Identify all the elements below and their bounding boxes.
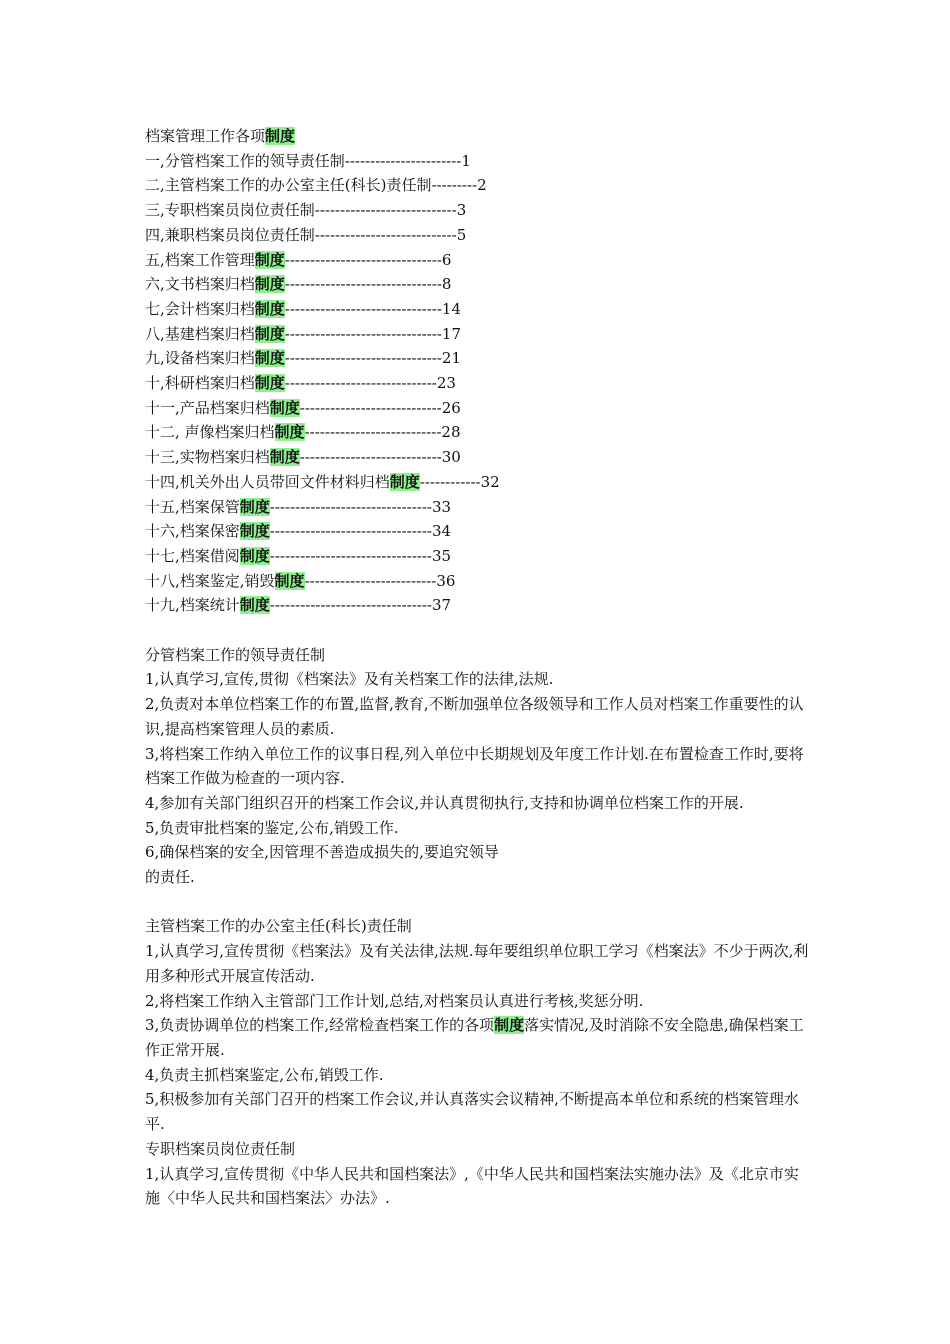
toc-entry [145, 420, 813, 445]
toc-entry [145, 445, 813, 470]
toc-entry-title: 十四,机关外出人员带回文件材料归档 [145, 472, 390, 491]
section-heading: 专职档案员岗位责任制 [145, 1139, 296, 1158]
paragraph: 5,积极参加有关部门召开的档案工作会议,并认真落实会议精神,不断提高本单位和系统的档案管理水平. [145, 1090, 799, 1134]
document-title: 档案管理工作各项制度 [145, 127, 296, 145]
toc-leader: -------------------------------- [269, 497, 432, 516]
highlight: 制度 [254, 250, 285, 269]
toc-entry [145, 396, 813, 421]
section-heading: 分管档案工作的领导责任制 [145, 645, 326, 664]
toc-leader: ---------------------------- [299, 398, 442, 417]
toc-entry-title: 十二, 声像档案归档 [145, 423, 275, 442]
toc-entry [145, 322, 813, 347]
toc-page-number: 23 [436, 374, 456, 393]
toc-page-number: 30 [441, 448, 461, 467]
toc-leader: --------------------------- [304, 423, 442, 442]
paragraph: 4,负责主抓档案鉴定,公布,销毁工作. [145, 1065, 384, 1084]
highlight: 制度 [254, 324, 285, 343]
toc-page-number: 14 [441, 299, 462, 318]
toc-leader: -------------------------------- [269, 546, 432, 565]
highlight: 制度 [389, 472, 420, 491]
highlight: 制度 [269, 398, 300, 417]
toc-entry [145, 544, 813, 569]
toc-leader: ------------ [419, 472, 481, 491]
toc-entry-title: 十八,档案鉴定,销毁 [145, 571, 275, 590]
paragraph: 3,负责协调单位的档案工作,经常检查档案工作的各项制度落实情况,及时消除不安全隐患,确保档案工作正常开展. [145, 1016, 804, 1059]
toc-entry [145, 495, 813, 520]
section-office-director-responsibility [145, 914, 813, 1136]
toc-entry [145, 593, 813, 618]
toc-page-number: 37 [431, 596, 452, 615]
toc-leader: ----------------------- [344, 151, 462, 170]
highlight: 制度 [239, 522, 270, 541]
highlight: 制度 [239, 497, 270, 516]
toc-entry-title: 三,专职档案员岗位责任制 [145, 201, 315, 220]
toc-entry [145, 470, 813, 495]
toc-page-number: 5 [456, 225, 467, 244]
paragraph: 的责任. [145, 868, 195, 887]
paragraph: 5,负责审批档案的鉴定,公布,销毁工作. [145, 818, 399, 837]
toc-entry-title: 二,主管档案工作的办公室主任(科长)责任制 [145, 176, 432, 195]
paragraph: 1,认真学习,宣传贯彻《档案法》及有关法律,法规.每年要组织单位职工学习《档案法》不少于两次,利用多种形式开展宣传活动. [145, 942, 809, 985]
highlight: 制度 [239, 546, 270, 565]
toc-page-number: 21 [441, 349, 462, 368]
highlight: 制度 [254, 275, 285, 294]
toc-leader: ------------------------------ [284, 374, 437, 393]
toc-entry-title: 一,分管档案工作的领导责任制 [145, 151, 345, 170]
toc-entry [145, 569, 813, 594]
highlight: 制度 [274, 423, 305, 442]
toc-page-number: 34 [431, 522, 452, 541]
toc-leader: ---------------------------- [314, 225, 457, 244]
toc-entry [145, 149, 813, 174]
section-archivist-responsibility [145, 1137, 813, 1211]
toc-entry-title: 十六,档案保密 [145, 522, 240, 541]
toc-entry [145, 173, 813, 198]
toc-page-number: 35 [431, 546, 452, 565]
paragraph: 2,负责对本单位档案工作的布置,监督,教育,不断加强单位各级领导和工作人员对档案工作重要性的认识,提高档案管理人员的素质. [145, 695, 804, 738]
toc-leader: --------- [431, 176, 478, 195]
toc-entry-title: 五,档案工作管理 [145, 250, 255, 269]
toc-entry-title: 十七,档案借阅 [145, 546, 240, 565]
toc-page-number: 33 [431, 497, 452, 516]
toc-entry-title: 十,科研档案归档 [145, 374, 255, 393]
highlight: 制度 [254, 374, 285, 393]
toc-page-number: 28 [441, 423, 461, 442]
highlight: 制度 [494, 1016, 525, 1035]
toc-entry [145, 248, 813, 273]
paragraph: 1,认真学习,宣传贯彻《中华人民共和国档案法》,《中华人民共和国档案法实施办法》及《北京市实施〈中华人民共和国档案法〉办法》. [145, 1164, 799, 1208]
toc-leader: -------------------------------- [269, 522, 432, 541]
toc-page-number: 6 [441, 250, 452, 269]
highlight: 制度 [269, 448, 300, 467]
paragraph: 4,参加有关部门组织召开的档案工作会议,并认真贯彻执行,支持和协调单位档案工作的开展. [145, 793, 744, 812]
document-body [145, 124, 813, 1211]
toc-leader: ------------------------------- [284, 324, 442, 343]
toc-page-number: 17 [441, 324, 462, 343]
highlight: 制度 [239, 596, 270, 615]
toc-leader: ---------------------------- [314, 201, 457, 220]
toc-leader: ------------------------------- [284, 275, 442, 294]
paragraph: 2,将档案工作纳入主管部门工作计划,总结,对档案员认真进行考核,奖惩分明. [145, 991, 644, 1010]
toc-leader: -------------------------------- [269, 596, 432, 615]
section-leader-responsibility [145, 643, 813, 890]
highlight: 制度 [265, 127, 296, 145]
toc-entry-title: 十三,实物档案归档 [145, 448, 270, 467]
highlight: 制度 [274, 571, 305, 590]
paragraph: 3,将档案工作纳入单位工作的议事日程,列入单位中长期规划及年度工作计划.在布置检查工作时,要将档案工作做为检查的一项内容. [145, 744, 804, 788]
toc-page-number: 8 [441, 275, 452, 294]
toc-leader: ---------------------------- [299, 448, 442, 467]
paragraph: 1,认真学习,宣传,贯彻《档案法》及有关档案工作的法律,法规. [145, 670, 554, 689]
toc-page-number: 1 [461, 151, 471, 170]
toc-entry-title: 九,设备档案归档 [145, 349, 255, 368]
toc-entry [145, 223, 813, 248]
toc-leader: -------------------------- [304, 571, 437, 590]
paragraph: 6,确保档案的安全,因管理不善造成损失的,要追究领导 [145, 843, 499, 862]
toc-leader: ------------------------------- [284, 349, 442, 368]
toc-leader: ------------------------------- [284, 250, 442, 269]
toc-entry-title: 十一,产品档案归档 [145, 398, 270, 417]
toc-page-number: 36 [436, 571, 456, 590]
toc-entry [145, 198, 813, 223]
toc-entry-title: 十九,档案统计 [145, 596, 240, 615]
toc-leader: ------------------------------- [284, 299, 442, 318]
toc-page-number: 3 [456, 201, 467, 220]
toc-entry-title: 六,文书档案归档 [145, 275, 255, 294]
toc-entry [145, 371, 813, 396]
toc-entry-title: 十五,档案保管 [145, 497, 240, 516]
highlight: 制度 [254, 349, 285, 368]
toc-entry [145, 272, 813, 297]
table-of-contents [145, 149, 813, 618]
toc-entry [145, 297, 813, 322]
toc-page-number: 26 [441, 398, 461, 417]
toc-entry [145, 519, 813, 544]
toc-page-number: 2 [477, 176, 487, 195]
toc-page-number: 32 [480, 472, 500, 491]
highlight: 制度 [254, 299, 285, 318]
toc-entry-title: 四,兼职档案员岗位责任制 [145, 225, 315, 244]
toc-entry-title: 七,会计档案归档 [145, 299, 255, 318]
section-heading: 主管档案工作的办公室主任(科长)责任制 [145, 917, 412, 936]
toc-entry-title: 八,基建档案归档 [145, 324, 255, 343]
toc-entry [145, 346, 813, 371]
